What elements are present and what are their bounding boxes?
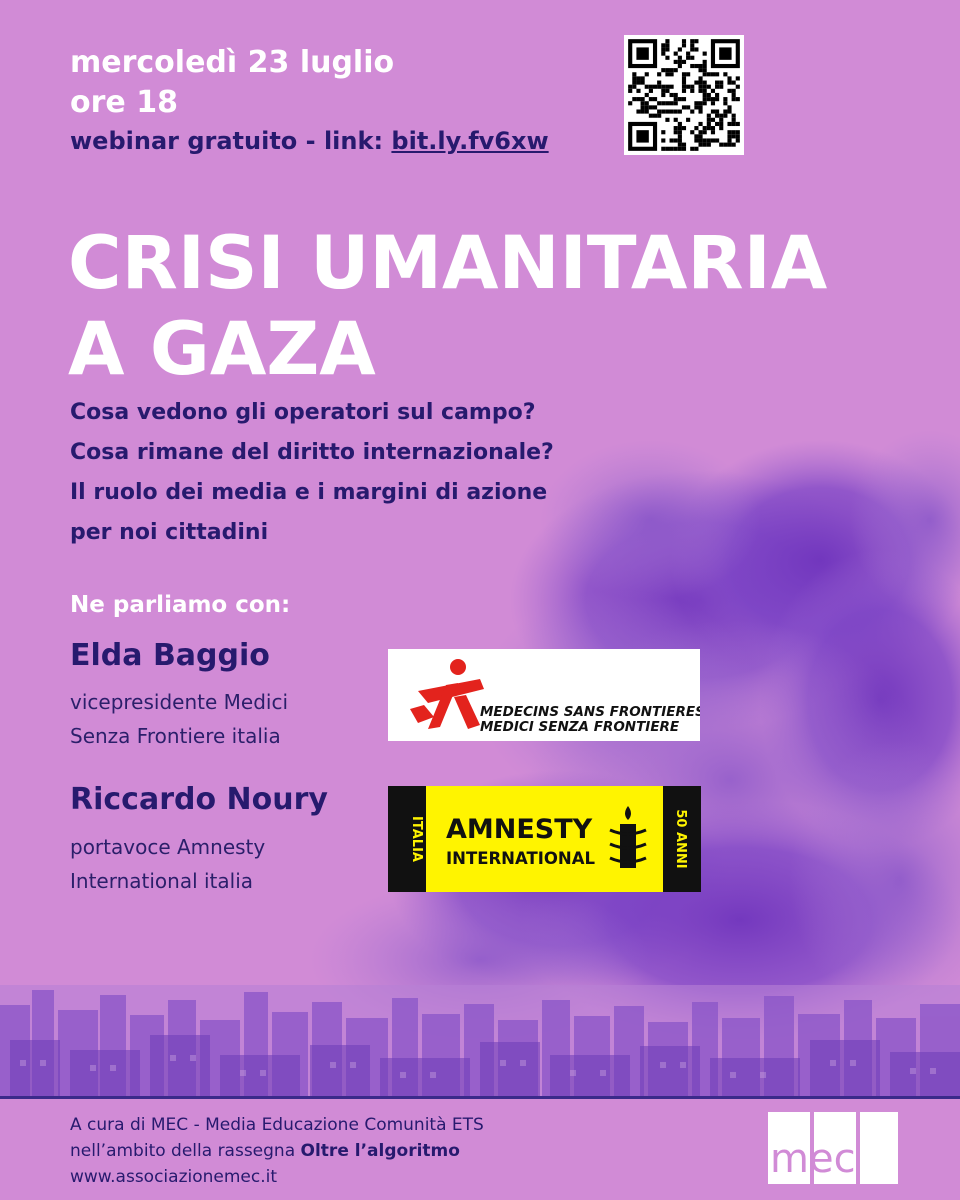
amnesty-side-right: 50 ANNI xyxy=(673,809,688,869)
footer-series-prefix: nell’ambito della rassegna xyxy=(70,1141,301,1161)
amnesty-text-line1: AMNESTY xyxy=(446,814,593,845)
speaker-role: International italia xyxy=(70,869,254,893)
footer-divider xyxy=(0,1096,960,1099)
page-title-line2: A GAZA xyxy=(68,307,376,392)
amnesty-logo xyxy=(388,786,701,892)
msf-logo xyxy=(388,649,700,741)
question-line: Cosa rimane del diritto internazionale? xyxy=(70,440,554,465)
speaker-role: vicepresidente Medici xyxy=(70,690,288,714)
speaker-role: portavoce Amnesty xyxy=(70,835,266,859)
speakers-intro: Ne parliamo con: xyxy=(70,592,291,618)
msf-text-line2: MEDICI SENZA FRONTIERE xyxy=(480,719,680,735)
footer-website-link[interactable]: www.associazionemec.it xyxy=(70,1167,278,1187)
footer-series-name: Oltre l’algoritmo xyxy=(300,1141,460,1161)
webinar-info xyxy=(70,124,549,158)
amnesty-side-left: ITALIA xyxy=(409,816,424,862)
qr-code-icon[interactable] xyxy=(624,35,744,155)
msf-text-line1: MEDECINS SANS FRONTIERES xyxy=(480,704,700,720)
amnesty-text-line2: INTERNATIONAL xyxy=(446,849,595,868)
question-line: per noi cittadini xyxy=(70,520,269,545)
event-date: mercoledì 23 luglio xyxy=(70,45,395,80)
footer-series xyxy=(70,1139,460,1163)
question-line: Cosa vedono gli operatori sul campo? xyxy=(70,400,536,425)
speaker-name-riccardo-noury: Riccardo Noury xyxy=(70,782,328,817)
footer-organizer: A cura di MEC - Media Educazione Comunità ETS xyxy=(70,1115,484,1135)
question-line: Il ruolo dei media e i margini di azione xyxy=(70,480,548,505)
msf-runner-icon xyxy=(388,649,700,741)
mec-logo xyxy=(768,1112,898,1184)
webinar-link[interactable]: bit.ly.fv6xw xyxy=(391,127,549,155)
speaker-role: Senza Frontiere italia xyxy=(70,724,281,748)
mec-logo-text: mec xyxy=(770,1136,856,1182)
page-title-line1: CRISI UMANITARIA xyxy=(68,221,828,306)
speaker-name-elda-baggio: Elda Baggio xyxy=(70,638,270,673)
event-time: ore 18 xyxy=(70,85,178,120)
webinar-prefix: webinar gratuito - link: xyxy=(70,127,392,155)
